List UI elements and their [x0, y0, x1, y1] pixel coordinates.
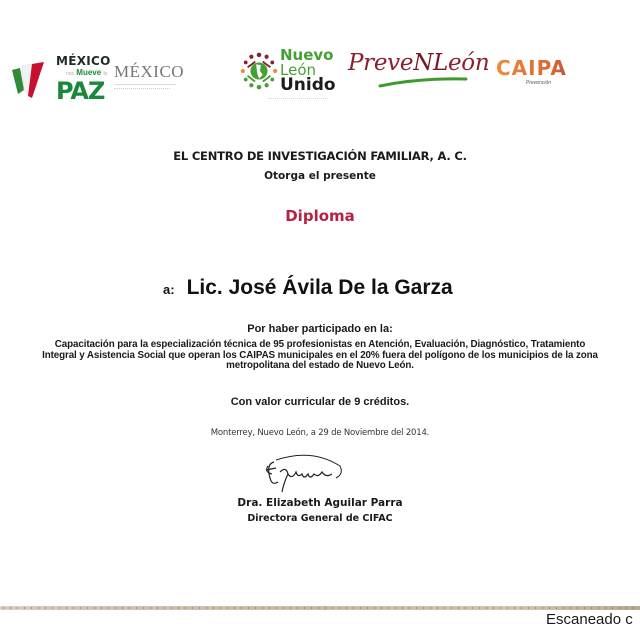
logo-nuevo-leon-unido — [238, 48, 338, 104]
logo-mexico-gobierno — [114, 62, 185, 91]
diploma-title: Diploma — [285, 207, 355, 225]
logo-subtext — [114, 88, 170, 91]
signer-name: Dra. Elizabeth Aguilar Parra — [237, 497, 403, 509]
recipient-name: Lic. José Ávila De la Garza — [186, 276, 453, 299]
logo-text-mexico-gov: MÉXICO — [114, 62, 185, 81]
tricolor-check-icon — [10, 60, 46, 100]
description-line-3: metropolitana del estado de Nuevo León. — [226, 360, 414, 371]
logo-divider — [114, 84, 176, 85]
description-line-2: Integral y Asistencia Social que operan los CAIPAS municipales en el 20% fuera del polígono de los municipios de la zona — [42, 349, 598, 361]
course-description — [20, 340, 620, 372]
logo-preve-nl-leon — [348, 50, 490, 90]
scan-watermark: Escaneado c — [546, 611, 633, 628]
logo-text-caipa: CAIPA — [496, 56, 591, 80]
signature-icon — [262, 452, 362, 494]
people-circle-emblem-icon — [240, 52, 278, 90]
recipient-line — [163, 276, 453, 300]
logo-text-nuevo: Nuevo — [280, 46, 334, 64]
swoosh-underline-icon — [378, 76, 468, 88]
credits-line: Con valor curricular de 9 créditos. — [230, 396, 410, 408]
organization-heading: EL CENTRO DE INVESTIGACIÓN FAMILIAR, A. C. — [173, 149, 467, 163]
logo-text-paz: PAZ — [56, 77, 105, 105]
logo-text-leon: León — [280, 61, 317, 79]
logo-text-mueve: nos Mueve la — [66, 68, 108, 77]
place-date: Monterrey, Nuevo León, a 29 de Noviembre del 2014. — [210, 428, 430, 438]
grant-line: Otorga el presente — [264, 170, 376, 182]
logo-tagline — [268, 98, 328, 101]
description-line-1: Capacitación para la especialización técnica de 95 profesionistas en Atención, Evaluación, Diagnóstico, Tratamiento — [54, 339, 586, 350]
recipient-prefix: a: — [163, 282, 175, 297]
logo-text-caipa-sub: Prevención — [525, 80, 551, 86]
logo-mexico-mueve-paz — [8, 54, 111, 105]
participation-line: Por haber participado en la: — [247, 323, 393, 335]
paper-edge-texture — [0, 606, 640, 610]
logo-text-unido: Unido — [280, 75, 336, 95]
logo-text-mexico: MÉXICO — [56, 54, 111, 68]
signer-title: Directora General de CIFAC — [247, 513, 393, 524]
logo-caipa — [496, 56, 591, 86]
logo-text-prevenleon: PreveNLeón — [348, 50, 490, 76]
